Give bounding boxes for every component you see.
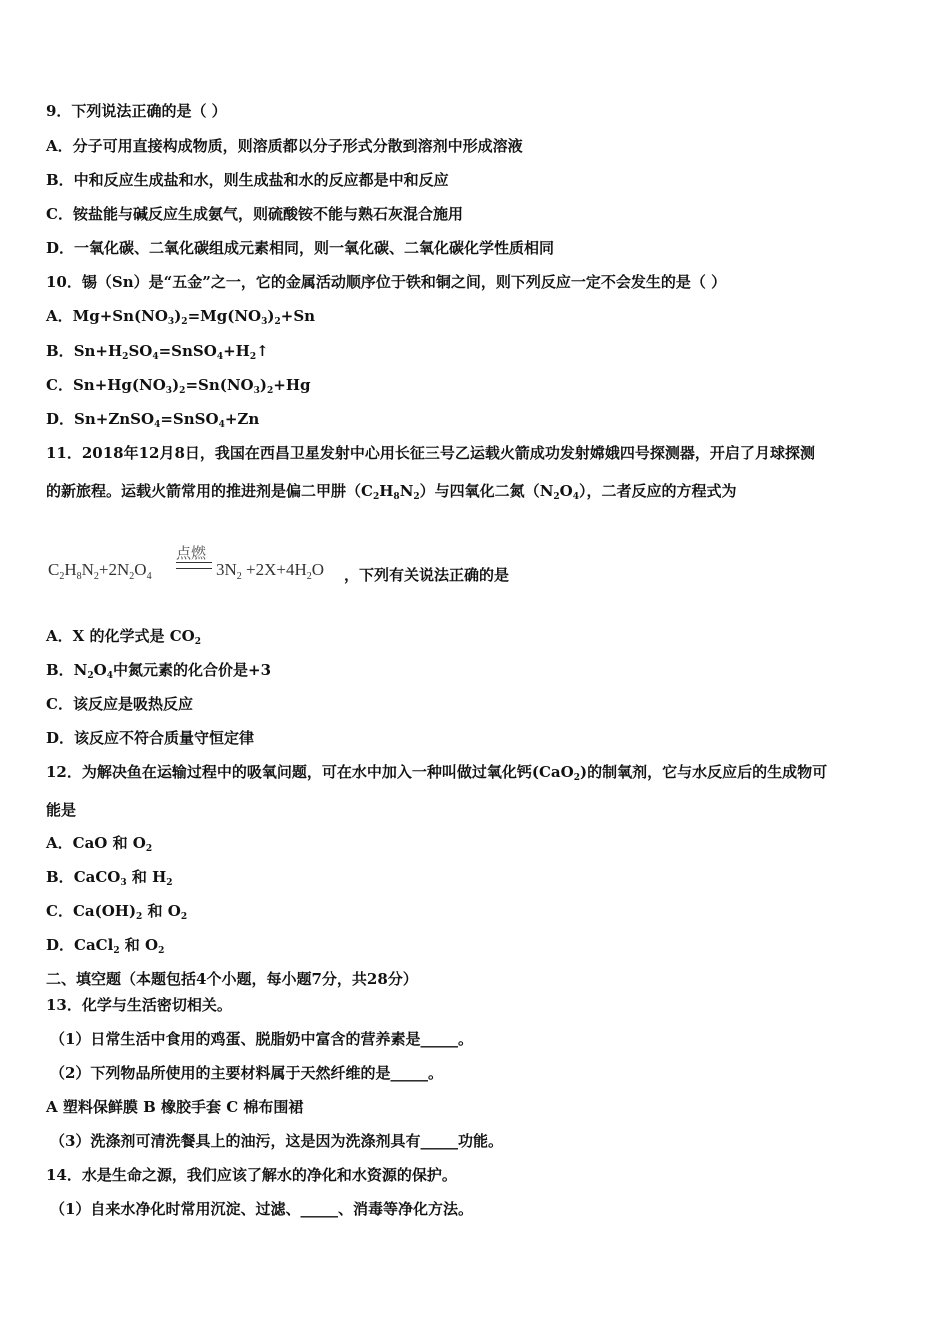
- q11-option-a: A．X 的化学式是 $CO_2$: [46, 627, 201, 647]
- formula: $Ca(OH)_2$ 和 $O_2$: [72, 902, 188, 922]
- q14-part1: （1）自来水净化时常用沉淀、过滤、_____、消毒等净化方法。: [50, 1200, 473, 1218]
- q11-stem-line1: 11．2018年12月8日，我国在西昌卫星发射中心用长征三号乙运载火箭成功发射嫦娥四号探测器，开启了月球探测: [46, 444, 815, 462]
- q9-option-c: C．铵盐能与碱反应生成氨气，则硫酸铵不能与熟石灰混合施用: [46, 205, 463, 223]
- q13-part3: （3）洗涤剂可清洗餐具上的油污，这是因为洗涤剂具有_____功能。: [50, 1132, 503, 1150]
- option-label: A．: [46, 307, 73, 325]
- q11-option-d: D．该反应不符合质量守恒定律: [46, 729, 255, 747]
- option-label: D．: [46, 410, 75, 428]
- text: 中氮元素的化合价是+3: [113, 661, 272, 679]
- q14-stem: 14．水是生命之源，我们应该了解水的净化和水资源的保护。: [46, 1166, 457, 1184]
- q10-option-d: [46, 409, 259, 429]
- text: 的新旅程。运载火箭常用的推进剂是偏二甲肼（: [46, 482, 362, 500]
- q11-stem-tail: ，下列有关说法正确的是: [344, 566, 510, 584]
- option-label: A．: [46, 834, 73, 852]
- q12-stem-line1: 12．为解决鱼在运输过程中的吸氧问题，可在水中加入一种叫做过氧化钙(CaO$_2$)的制氧剂，它与水反应后的生成物可: [46, 763, 828, 783]
- equation-products: $3N_2 +2X+4H_2O$: [216, 560, 325, 582]
- q11-stem-line2: [46, 481, 737, 501]
- reaction-condition: 点燃: [176, 544, 207, 562]
- formula: $C_2H_8N_2$: [361, 482, 420, 502]
- q12-option-a: [46, 833, 152, 853]
- option-label: D．: [46, 936, 75, 954]
- formula: $Mg+Sn(NO_3)_2=Mg(NO_3)_2+Sn$: [72, 307, 316, 327]
- q12-stem-line2: 能是: [46, 801, 77, 819]
- q13-part2: （2）下列物品所使用的主要材料属于天然纤维的是_____。: [50, 1064, 443, 1082]
- q10-stem: 10．锡（Sn）是“五金”之一，它的金属活动顺序位于铁和铜之间，则下列反应一定不会发生的是（ ）: [46, 273, 727, 291]
- text: A．X 的化学式是 CO: [46, 627, 195, 645]
- q9-option-b: B．中和反应生成盐和水，则生成盐和水的反应都是中和反应: [46, 171, 449, 189]
- option-label: C．: [46, 376, 73, 394]
- formula: CaCl$_2$ 和 $O_2$: [74, 936, 165, 956]
- text: 12．为解决鱼在运输过程中的吸氧问题，可在水中加入一种叫做过氧化钙(CaO: [46, 763, 574, 781]
- equation-reactants: $C_2H_8N_2+2N_2O_4$: [48, 560, 152, 582]
- formula: $Sn+Hg(NO_3)_2=Sn(NO_3)_2+Hg$: [72, 376, 311, 396]
- q12-option-b: [46, 867, 173, 887]
- formula: CaO 和 $O_2$: [72, 834, 153, 854]
- q9-option-d: D．一氧化碳、二氧化碳组成元素相同，则一氧化碳、二氧化碳化学性质相同: [46, 239, 555, 257]
- formula: B．$N_2O_4$: [46, 661, 113, 681]
- q11-option-b: [46, 660, 271, 680]
- q9-option-a: A．分子可用直接构成物质，则溶质都以分子形式分散到溶剂中形成溶液: [46, 137, 523, 155]
- text: ），二者反应的方程式为: [579, 482, 737, 500]
- text: )的制氧剂，它与水反应后的生成物可: [579, 763, 828, 781]
- q11-option-c: C．该反应是吸热反应: [46, 695, 193, 713]
- text: ）与四氧化二氮（: [419, 482, 540, 500]
- q10-option-a: [46, 306, 315, 326]
- q12-option-d: [46, 935, 164, 955]
- q9-stem: 9．下列说法正确的是（ ）: [46, 102, 227, 120]
- section-2-title: 二、填空题（本题包括4个小题，每小题7分，共28分）: [46, 970, 418, 988]
- q10-option-c: [46, 375, 311, 395]
- option-label: C．: [46, 902, 73, 920]
- option-label: B．: [46, 868, 74, 886]
- formula: $Sn+H_2SO_4=SnSO_4+H_2↑$: [73, 342, 269, 362]
- option-label: B．: [46, 342, 74, 360]
- q13-stem: 13．化学与生活密切相关。: [46, 996, 232, 1014]
- q13-part2-options: A 塑料保鲜膜 B 橡胶手套 C 棉布围裙: [46, 1098, 304, 1116]
- formula: Sn+ZnSO$_4$=SnSO$_4$+Zn: [74, 410, 260, 430]
- equals-arrow: [176, 562, 212, 569]
- q10-option-b: [46, 341, 269, 361]
- q12-option-c: [46, 901, 187, 921]
- formula: $N_2O_4$: [539, 482, 580, 502]
- formula: CaCO$_3$ 和 $H_2$: [73, 868, 173, 888]
- q13-part1: （1）日常生活中食用的鸡蛋、脱脂奶中富含的营养素是_____。: [50, 1030, 473, 1048]
